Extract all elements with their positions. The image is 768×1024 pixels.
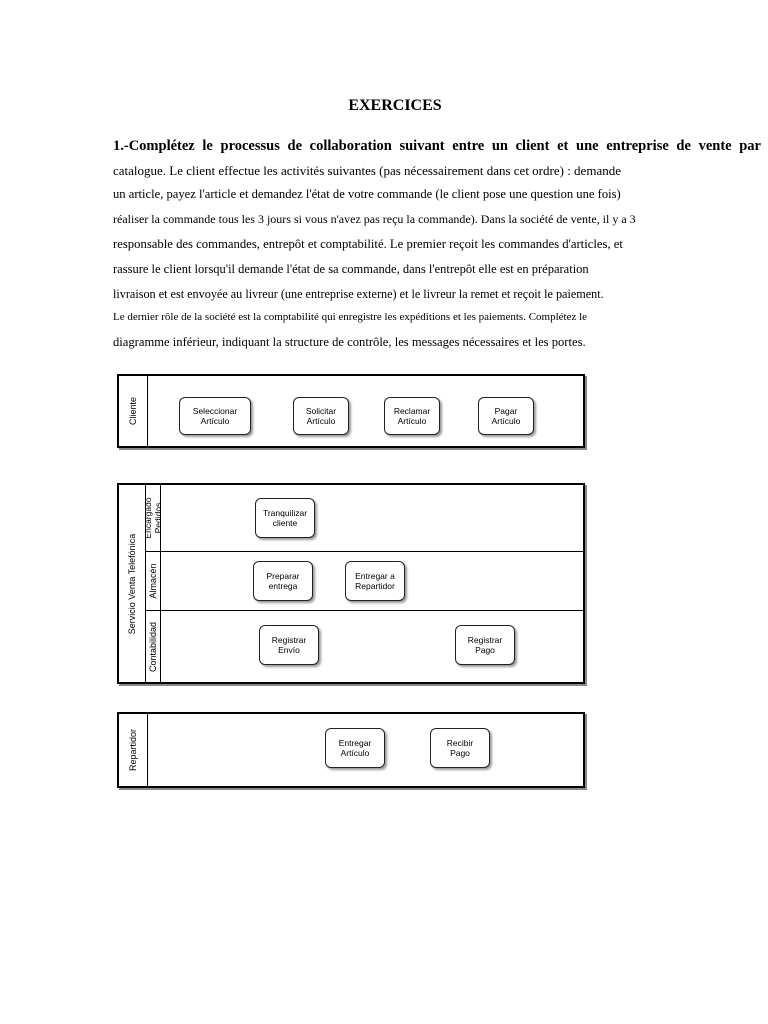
cliente-label: Cliente: [128, 396, 138, 426]
cliente-pool-label: [119, 376, 148, 446]
lane-label-contabilidad: [145, 611, 161, 682]
repartidor-pool-label: [119, 714, 148, 786]
task-entregar-repartidor: Entregar a Repartidor: [345, 561, 405, 601]
question-heading: 1.-Complétez le processus de collaboration suivant entre un client et une entreprise de vente par: [113, 138, 761, 154]
task-registrar-envio: Registrar Envío: [259, 625, 319, 665]
servicio-venta-pool: [117, 483, 585, 684]
task-reclamar-articulo: Reclamar Artículo: [384, 397, 440, 435]
statement-line: réaliser la commande tous les 3 jours si vous n'avez pas reçu la commande). Dans la société de vente, il y a 3: [113, 212, 636, 226]
almacen-label: Almacén: [147, 563, 158, 599]
task-registrar-pago: Registrar Pago: [455, 625, 515, 665]
repartidor-pool: [117, 712, 585, 788]
task-solicitar-articulo: Solicitar Artículo: [293, 397, 349, 435]
lane-almacen: [145, 552, 583, 611]
lane-label-almacen: [145, 552, 161, 610]
statement-line: livraison et est envoyée au livreur (une entreprise externe) et le livreur la remet et reçoit le paiement.: [113, 287, 604, 301]
statement-line: responsable des commandes, entrepôt et comptabilité. Le premier reçoit les commandes d'articles, et: [113, 237, 623, 251]
servicio-pool-label: [119, 485, 146, 682]
statement-line: diagramme inférieur, indiquant la structure de contrôle, les messages nécessaires et les portes.: [113, 335, 586, 349]
task-pagar-articulo: Pagar Artículo: [478, 397, 534, 435]
lane-label-pedidos: [142, 485, 163, 551]
contabilidad-label: Contabilidad: [147, 621, 158, 672]
statement-line: Le dernier rôle de la société est la comptabilité qui enregistre les expéditions et les paiements. Complétez le: [113, 311, 588, 323]
cliente-pool: [117, 374, 585, 448]
task-entregar-articulo: Entregar Artículo: [325, 728, 385, 768]
pedidos-label: Encargado Pedidos: [142, 497, 163, 539]
task-seleccionar-articulo: Seleccionar Artículo: [179, 397, 251, 435]
servicio-label: Servicio Venta Telefónica: [127, 533, 137, 634]
task-recibir-pago: Recibir Pago: [430, 728, 490, 768]
statement-line: catalogue. Le client effectue les activités suivantes (pas nécessairement dans cet ordre) : demande: [113, 163, 621, 178]
repartidor-label: Repartidor: [128, 728, 138, 772]
page-title: EXERCICES: [348, 97, 442, 114]
task-tranquilizar-cliente: Tranquilizar cliente: [255, 498, 315, 538]
statement-line: un article, payez l'article et demandez l'état de votre commande (le client pose une question une fois): [113, 187, 621, 201]
lane-contabilidad: [145, 611, 583, 682]
statement-line: rassure le client lorsqu'il demande l'état de sa commande, dans l'entrepôt elle est en préparation: [113, 262, 589, 276]
lane-encargado-pedidos: [142, 485, 583, 552]
task-preparar-entrega: Preparar entrega: [253, 561, 313, 601]
